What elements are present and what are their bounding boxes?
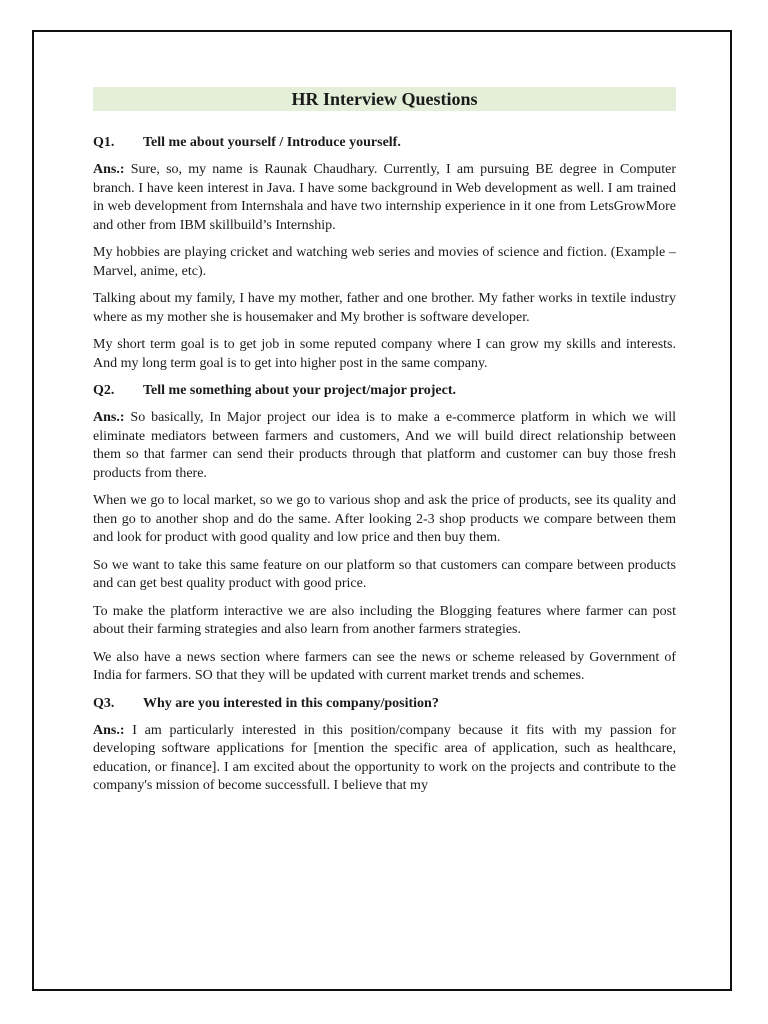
answer-paragraph — [93, 722, 676, 796]
answer-paragraph: Talking about my family, I have my mother, father and one brother. My father works in textile industry where as my mother she is housemaker and My brother is software developer. — [93, 291, 676, 325]
question-number: Q3. — [93, 695, 115, 711]
answer-paragraph — [93, 161, 676, 235]
question-text: Tell me something about your project/major project. — [143, 383, 457, 398]
question-2 — [93, 382, 676, 400]
question-number: Q1. — [93, 135, 115, 150]
answer-text: So basically, In Major project our idea is to make a e-commerce platform in which we will eliminate mediators between farmers and customers, And we will build direct relationship between them so that farmer can send their products through that platform and customer can buy those fresh products from there. — [93, 410, 676, 481]
answer-text: Sure, so, my name is Raunak Chaudhary. Currently, I am pursuing BE degree in Computer branch. I have keen interest in Java. I have some background in Web development as well. I am trained in web development from Internshala and have two internship experience in it one from LetsGrowMore and other from IBM skillbuild’s Internship. — [93, 162, 677, 233]
answer-paragraph: So we want to take this same feature on our platform so that customers can compare between products and can get best quality product with good price. — [93, 557, 676, 591]
document-title: HR Interview Questions — [93, 87, 676, 111]
answer-paragraph: We also have a news section where farmers can see the news or scheme released by Government of India for farmers. SO that they will be updated with current market trends and schemes. — [93, 649, 676, 683]
question-number: Q2. — [93, 383, 115, 398]
answer-text: I am particularly interested in this position/company because it fits with my passion for developing software applications for [mention the specific area of application, such as healthcare, education, or finance]. I am excited about the opportunity to work on the projects and contribute to the company's mission of become successfull. I believe that my — [93, 722, 676, 793]
answer-paragraph: To make the platform interactive we are also including the Blogging features where farmer can post about their farming strategies and also learn from another farmers strategies. — [93, 603, 676, 637]
answer-paragraph: When we go to local market, so we go to various shop and ask the price of products, see its quality and then go to another shop and do the same. After looking 2-3 shop products we compare between them and look for product with good quality and low price and then buy them. — [93, 493, 676, 545]
answer-label: Ans.: — [93, 410, 125, 425]
question-text: Why are you interested in this company/position? — [143, 695, 439, 711]
answer-label: Ans.: — [93, 722, 125, 738]
question-text: Tell me about yourself / Introduce yourself. — [143, 135, 401, 150]
document-content — [93, 87, 676, 805]
answer-paragraph: My hobbies are playing cricket and watching web series and movies of science and fiction. (Example – Marvel, anime, etc). — [93, 245, 676, 279]
question-3 — [93, 695, 676, 713]
answer-paragraph — [93, 409, 676, 483]
question-1 — [93, 134, 676, 152]
answer-label: Ans.: — [93, 162, 125, 177]
answer-paragraph: My short term goal is to get job in some reputed company where I can grow my skills and interests. And my long term goal is to get into higher post in the same company. — [93, 337, 676, 371]
